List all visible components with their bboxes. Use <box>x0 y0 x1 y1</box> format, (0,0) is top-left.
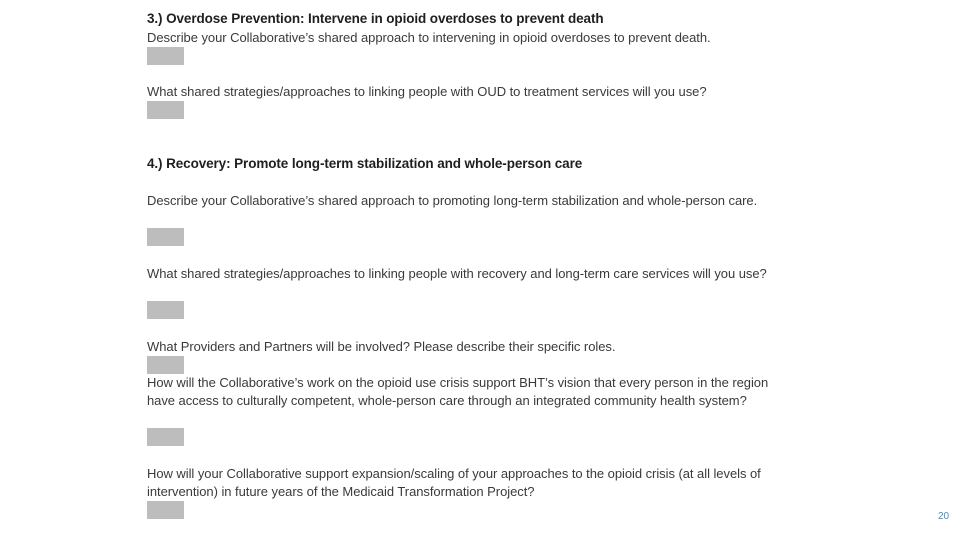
section-4-question-2: What shared strategies/approaches to linking people with recovery and long-term care services will you use? <box>147 266 767 281</box>
answer-field-4-4[interactable] <box>147 428 184 446</box>
answer-field-4-2[interactable] <box>147 301 184 319</box>
section-4-question-5: How will your Collaborative support expansion/scaling of your approaches to the opioid crisis (at all levels of intervention) in future years of the Medicaid Transformation Project? <box>147 466 761 499</box>
answer-field-4-5[interactable] <box>147 501 184 519</box>
section-4-heading: 4.) Recovery: Promote long-term stabilization and whole-person care <box>147 156 583 171</box>
answer-field-3-1[interactable] <box>147 47 184 65</box>
answer-field-3-2[interactable] <box>147 101 184 119</box>
section-4-question-1: Describe your Collaborative’s shared approach to promoting long-term stabilization and whole-person care. <box>147 193 758 208</box>
section-3-question-1: Describe your Collaborative’s shared approach to intervening in opioid overdoses to prevent death. <box>147 30 711 45</box>
section-3-question-2: What shared strategies/approaches to linking people with OUD to treatment services will you use? <box>147 84 707 99</box>
answer-field-4-1[interactable] <box>147 228 184 246</box>
section-4-question-3: What Providers and Partners will be involved? Please describe their specific roles. <box>147 339 616 354</box>
answer-field-4-3[interactable] <box>147 356 184 374</box>
section-3-heading: 3.) Overdose Prevention: Intervene in opioid overdoses to prevent death <box>147 11 604 26</box>
section-4-question-4: How will the Collaborative’s work on the opioid use crisis support BHT’s vision that every person in the region have access to culturally competent, whole-person care through an integrated community health system? <box>147 375 769 408</box>
page-number: 20 <box>938 511 950 522</box>
